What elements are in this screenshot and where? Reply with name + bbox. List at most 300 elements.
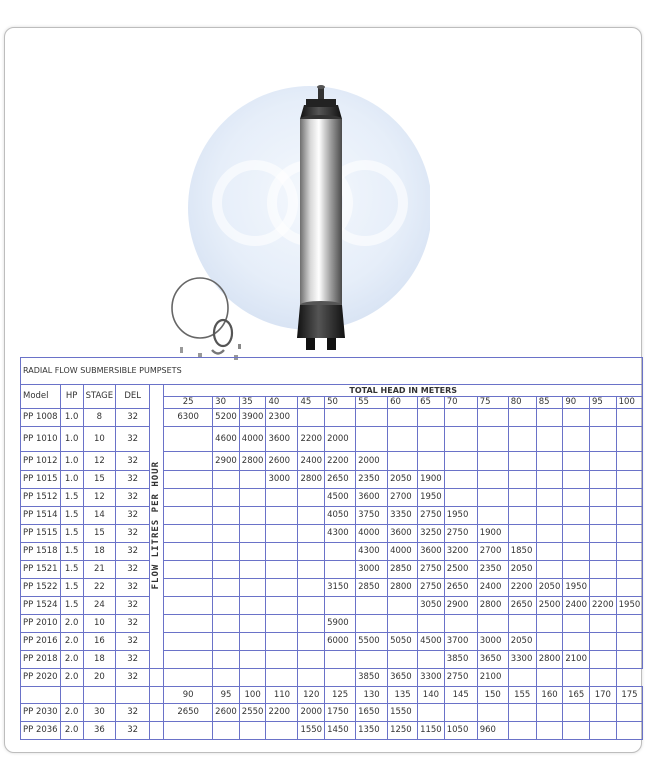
flow-value-cell [418,615,445,633]
flow-value-cell: 3300 [418,669,445,687]
flow-value-cell [508,427,536,452]
del-cell: 32 [116,409,150,427]
head-value-header: 40 [266,397,298,409]
flow-value-cell: 3350 [388,507,418,525]
flow-value-cell: 2050 [388,471,418,489]
flow-value-cell: 2200 [508,579,536,597]
model-cell: PP 1521 [21,561,61,579]
flow-value-cell: 2550 [239,704,266,722]
stage-cell: 10 [83,427,116,452]
head-value-header: 100 [239,687,266,704]
table-title: RADIAL FLOW SUBMERSIBLE PUMPSETS [21,358,643,385]
flow-value-cell [298,669,325,687]
flow-value-cell [563,427,590,452]
flow-value-cell: 2200 [325,452,356,471]
flow-value-cell [616,561,643,579]
flow-value-cell [164,561,213,579]
hp-cell: 2.0 [60,615,83,633]
flow-value-cell [388,452,418,471]
flow-value-cell: 2750 [444,525,477,543]
model-cell: PP 2036 [21,722,61,740]
flow-value-cell [590,651,617,669]
flow-value-cell: 3300 [508,651,536,669]
head-value-header: 75 [477,397,508,409]
flow-value-cell [325,651,356,669]
hp-cell: 1.0 [60,409,83,427]
flow-value-cell [164,579,213,597]
flow-value-cell [444,409,477,427]
table-row [21,409,643,427]
flow-value-cell: 1950 [563,579,590,597]
flow-value-cell [508,525,536,543]
del-cell: 32 [116,525,150,543]
model-cell: PP 1515 [21,525,61,543]
flow-value-cell [508,489,536,507]
stage-cell: 21 [83,561,116,579]
head-value-header: 90 [563,397,590,409]
stage-cell: 15 [83,525,116,543]
flow-value-cell [590,704,617,722]
flow-value-cell [298,597,325,615]
flow-value-cell [239,597,266,615]
flow-value-cell [536,543,563,561]
column-header-stage: STAGE [83,385,116,409]
flow-value-cell [418,452,445,471]
flow-value-cell [418,651,445,669]
flow-value-cell [563,722,590,740]
flow-value-cell [444,489,477,507]
flow-label: FLOW LITRES PER HOUR [151,461,162,590]
flow-value-cell [616,651,643,669]
flow-value-cell [563,507,590,525]
flow-value-cell [444,615,477,633]
flow-value-cell [266,579,298,597]
flow-value-cell: 5500 [356,633,388,651]
hp-cell: 1.0 [60,452,83,471]
flow-value-cell [325,409,356,427]
model-cell: PP 2010 [21,615,61,633]
empty-cell [150,687,164,704]
table-row [21,561,643,579]
del-cell: 32 [116,579,150,597]
head-values-row-2 [21,687,643,704]
flow-value-cell [444,427,477,452]
flow-value-cell [213,471,240,489]
empty-cell [60,687,83,704]
flow-value-cell [164,669,213,687]
flow-value-cell [508,615,536,633]
flow-value-cell [213,579,240,597]
flow-value-cell [444,471,477,489]
flow-value-cell: 3000 [356,561,388,579]
flow-value-cell [563,471,590,489]
del-cell: 32 [116,561,150,579]
flow-value-cell: 2350 [477,561,508,579]
flow-value-cell [616,543,643,561]
flow-value-cell [213,722,240,740]
flow-value-cell [590,409,617,427]
flow-value-cell [298,615,325,633]
flow-value-cell [356,597,388,615]
flow-value-cell [563,704,590,722]
flow-value-cell [508,507,536,525]
head-value-header: 110 [266,687,298,704]
flow-value-cell [616,633,643,651]
flow-value-cell [563,561,590,579]
flow-value-cell [164,543,213,561]
flow-value-cell [616,579,643,597]
model-cell: PP 2018 [21,651,61,669]
flow-value-cell: 3850 [444,651,477,669]
flow-value-cell [536,704,563,722]
flow-value-cell: 3750 [356,507,388,525]
flow-value-cell [616,427,643,452]
hp-cell: 1.0 [60,427,83,452]
flow-value-cell [239,561,266,579]
flow-value-cell: 2800 [298,471,325,489]
stage-cell: 16 [83,633,116,651]
flow-value-cell: 2300 [266,409,298,427]
flow-value-cell: 3150 [325,579,356,597]
flow-value-cell [536,489,563,507]
flow-value-cell [590,427,617,452]
flow-value-cell [477,452,508,471]
flow-value-cell [239,722,266,740]
stage-cell: 10 [83,615,116,633]
hp-cell: 1.5 [60,597,83,615]
table-row [21,615,643,633]
flow-value-cell: 2900 [444,597,477,615]
flow-value-cell: 3900 [239,409,266,427]
flow-value-cell [325,669,356,687]
head-value-header: 45 [298,397,325,409]
flow-value-cell [590,452,617,471]
flow-value-cell [213,615,240,633]
flow-value-cell [477,471,508,489]
flow-value-cell [298,507,325,525]
flow-value-cell [164,489,213,507]
flow-value-cell [213,489,240,507]
table-row [21,669,643,687]
flow-value-cell [325,597,356,615]
stage-cell: 24 [83,597,116,615]
del-cell: 32 [116,471,150,489]
del-cell: 32 [116,669,150,687]
flow-value-cell: 4500 [325,489,356,507]
flow-value-cell [536,452,563,471]
flow-value-cell: 2100 [477,669,508,687]
table-row [21,452,643,471]
flow-value-cell [536,409,563,427]
flow-value-cell [325,543,356,561]
head-value-header: 30 [213,397,240,409]
flow-value-cell: 1850 [508,543,536,561]
flow-value-cell [298,543,325,561]
model-cell: PP 1015 [21,471,61,489]
model-cell: PP 1012 [21,452,61,471]
flow-value-cell [239,651,266,669]
empty-cell [116,687,150,704]
flow-value-cell [266,507,298,525]
flow-value-cell [477,615,508,633]
flow-value-cell: 1550 [298,722,325,740]
stage-cell: 30 [83,704,116,722]
flow-value-cell [239,489,266,507]
flow-value-cell [563,452,590,471]
flow-value-cell [536,561,563,579]
column-header-hp: HP [60,385,83,409]
flow-value-cell: 2700 [477,543,508,561]
flow-value-cell [239,615,266,633]
flow-value-cell [388,409,418,427]
empty-cell [150,704,164,722]
head-value-header: 140 [418,687,445,704]
flow-value-cell: 2500 [444,561,477,579]
stage-cell: 14 [83,507,116,525]
flow-value-cell [536,507,563,525]
model-cell: PP 2016 [21,633,61,651]
flow-value-cell [164,427,213,452]
flow-value-cell: 2200 [298,427,325,452]
flow-value-cell: 2350 [356,471,388,489]
flow-value-cell [444,704,477,722]
head-value-header: 25 [164,397,213,409]
flow-value-cell [616,722,643,740]
flow-value-cell [563,615,590,633]
flow-value-cell: 1950 [444,507,477,525]
flow-value-cell [213,543,240,561]
head-value-header: 145 [444,687,477,704]
flow-value-cell: 2750 [418,579,445,597]
flow-value-cell: 4600 [213,427,240,452]
model-cell: PP 1522 [21,579,61,597]
flow-value-cell [563,409,590,427]
flow-value-cell [356,615,388,633]
flow-value-cell [213,507,240,525]
flow-value-cell: 2650 [325,471,356,489]
flow-value-cell [239,669,266,687]
flow-value-cell: 2900 [213,452,240,471]
model-cell: PP 1512 [21,489,61,507]
flow-value-cell: 4500 [418,633,445,651]
flow-value-cell [266,489,298,507]
table-row [21,427,643,452]
flow-value-cell [444,452,477,471]
flow-value-cell: 2800 [388,579,418,597]
table-row [21,489,643,507]
flow-value-cell [616,615,643,633]
column-header-model: Model [21,385,61,409]
stage-cell: 22 [83,579,116,597]
head-value-header: 100 [616,397,643,409]
flow-value-cell: 2650 [508,597,536,615]
flow-value-cell: 2800 [239,452,266,471]
column-header-del: DEL [116,385,150,409]
del-cell: 32 [116,597,150,615]
del-cell: 32 [116,633,150,651]
stage-cell: 12 [83,452,116,471]
head-value-header: 80 [508,397,536,409]
flow-value-cell [590,489,617,507]
del-cell: 32 [116,704,150,722]
flow-value-cell [266,651,298,669]
flow-value-cell: 2400 [563,597,590,615]
flow-value-cell [266,615,298,633]
flow-value-cell: 2050 [508,633,536,651]
flow-value-cell [266,722,298,740]
del-cell: 32 [116,452,150,471]
flow-value-cell: 6300 [164,409,213,427]
flow-value-cell: 1550 [388,704,418,722]
hp-cell: 2.0 [60,722,83,740]
flow-value-cell [213,597,240,615]
flow-value-cell [590,543,617,561]
flow-value-cell: 5050 [388,633,418,651]
del-cell: 32 [116,507,150,525]
head-value-header: 95 [213,687,240,704]
flow-value-cell [388,597,418,615]
hp-cell: 2.0 [60,633,83,651]
flow-value-cell [536,525,563,543]
flow-value-cell [616,525,643,543]
flow-value-cell [590,722,617,740]
flow-value-cell [563,543,590,561]
flow-value-cell: 3000 [477,633,508,651]
flow-value-cell [508,471,536,489]
stage-cell: 20 [83,669,116,687]
flow-value-cell: 960 [477,722,508,740]
flow-value-cell: 4000 [388,543,418,561]
hp-cell: 2.0 [60,669,83,687]
flow-value-cell [356,651,388,669]
flow-value-cell [213,633,240,651]
flow-value-cell: 5200 [213,409,240,427]
table-row [21,471,643,489]
flow-value-cell: 2200 [266,704,298,722]
flow-value-cell [590,579,617,597]
flow-value-cell: 2650 [164,704,213,722]
flow-value-cell [298,489,325,507]
table-row [21,507,643,525]
flow-value-cell [266,633,298,651]
flow-value-cell: 2100 [563,651,590,669]
table-row [21,651,643,669]
flow-value-cell: 3200 [444,543,477,561]
del-cell: 32 [116,615,150,633]
head-value-header: 90 [164,687,213,704]
flow-value-cell [266,561,298,579]
hp-cell: 1.5 [60,543,83,561]
flow-value-cell [590,669,617,687]
flow-value-cell: 2850 [356,579,388,597]
flow-value-cell [536,722,563,740]
flow-value-cell: 6000 [325,633,356,651]
flow-value-cell [298,561,325,579]
flow-value-cell [477,489,508,507]
stage-cell: 12 [83,489,116,507]
flow-value-cell [164,597,213,615]
head-value-header: 60 [388,397,418,409]
head-value-header: 120 [298,687,325,704]
hp-cell: 1.5 [60,579,83,597]
flow-value-cell: 1650 [356,704,388,722]
flow-value-cell [590,633,617,651]
flow-value-cell [536,427,563,452]
flow-value-cell [563,489,590,507]
flow-value-cell: 3700 [444,633,477,651]
flow-value-cell [508,409,536,427]
stage-cell: 36 [83,722,116,740]
flow-value-cell [418,427,445,452]
stage-cell: 8 [83,409,116,427]
flow-value-cell [164,507,213,525]
flow-value-cell [213,561,240,579]
flow-label-column [150,385,164,669]
flow-value-cell [616,507,643,525]
flow-value-cell [266,597,298,615]
flow-value-cell: 1950 [616,597,643,615]
flow-value-cell [388,427,418,452]
flow-value-cell [590,471,617,489]
flow-value-cell: 2700 [388,489,418,507]
del-cell: 32 [116,543,150,561]
flow-value-cell: 2000 [356,452,388,471]
del-cell: 32 [116,651,150,669]
flow-value-cell [508,722,536,740]
flow-value-cell [616,409,643,427]
head-value-header: 160 [536,687,563,704]
flow-value-cell: 3650 [477,651,508,669]
flow-value-cell: 2650 [444,579,477,597]
flow-value-cell [164,633,213,651]
flow-value-cell [536,633,563,651]
flow-value-cell [477,409,508,427]
model-cell: PP 1524 [21,597,61,615]
flow-value-cell [508,452,536,471]
head-value-header: 55 [356,397,388,409]
del-cell: 32 [116,722,150,740]
flow-value-cell [213,525,240,543]
flow-value-cell: 5900 [325,615,356,633]
flow-value-cell [536,669,563,687]
flow-value-cell [213,651,240,669]
flow-value-cell: 1900 [477,525,508,543]
del-cell: 32 [116,427,150,452]
flow-value-cell: 2200 [590,597,617,615]
flow-value-cell: 1050 [444,722,477,740]
flow-value-cell: 2050 [536,579,563,597]
flow-value-cell: 2750 [418,507,445,525]
flow-value-cell [356,427,388,452]
del-cell: 32 [116,489,150,507]
flow-value-cell: 2800 [477,597,508,615]
flow-value-cell: 3850 [356,669,388,687]
flow-value-cell: 2000 [325,427,356,452]
flow-value-cell: 2800 [536,651,563,669]
flow-value-cell [616,489,643,507]
head-value-header: 135 [388,687,418,704]
head-value-header: 70 [444,397,477,409]
head-value-header: 85 [536,397,563,409]
o-ring [172,278,228,338]
flow-value-cell [266,525,298,543]
table-row [21,579,643,597]
hp-cell: 1.5 [60,525,83,543]
flow-value-cell: 3650 [388,669,418,687]
flow-value-cell: 1900 [418,471,445,489]
stage-cell: 18 [83,651,116,669]
flow-value-cell: 1150 [418,722,445,740]
